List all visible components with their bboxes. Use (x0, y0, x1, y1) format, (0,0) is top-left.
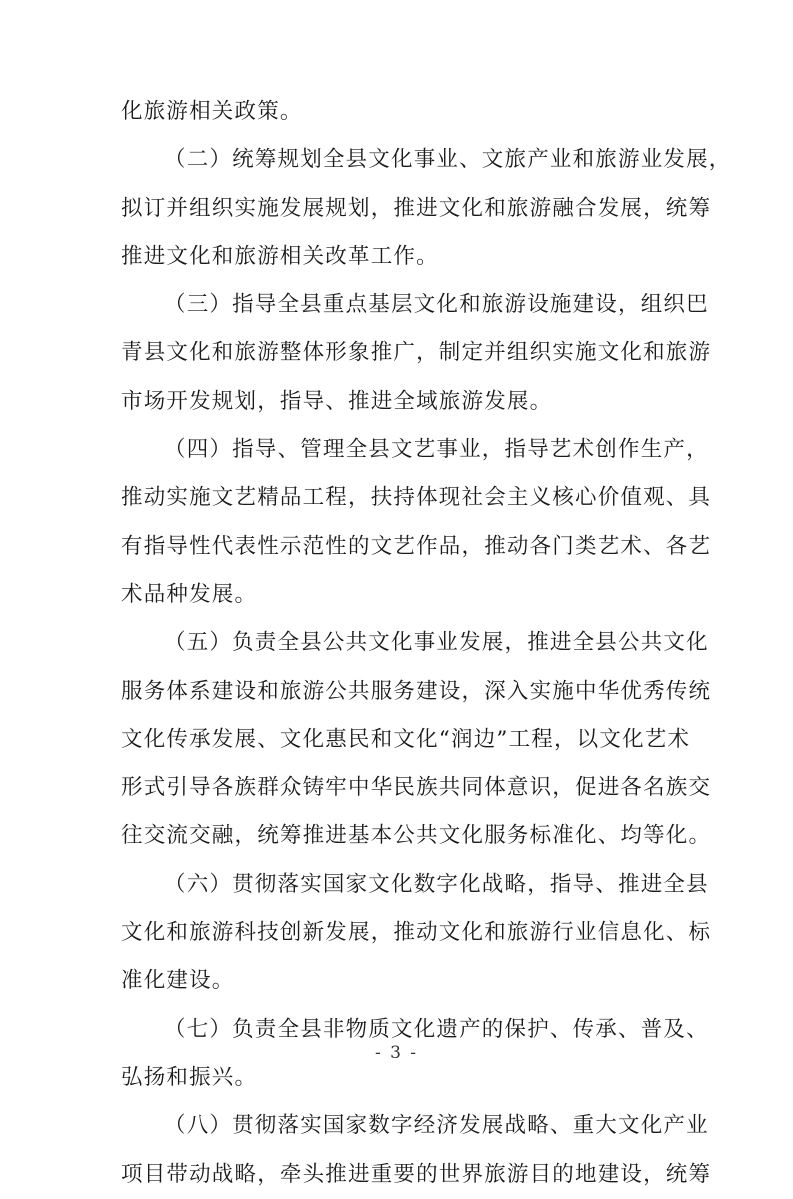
paragraph-8-start: （八）贯彻落实国家数字经济发展战略、重大文化产业 (164, 1113, 709, 1139)
text-line: 往交流交融，统筹推进基本公共文化服务标准化、均等化。 (121, 823, 712, 849)
text-line: 项目带动战略，牵头推进重要的世界旅游目的地建设，统筹 (121, 1161, 712, 1187)
paragraph-7-start: （七）负责全县非物质文化遗产的保护、传承、普及、 (164, 1016, 709, 1042)
text-line: 术品种发展。 (121, 581, 258, 607)
text-line: 服务体系建设和旅游公共服务建设，深入实施中华优秀传统 (121, 678, 712, 704)
text-line: 化旅游相关政策。 (121, 99, 303, 124)
text-line: 文化传承发展、文化惠民和文化“润边”工程，以文化艺术 (121, 726, 691, 752)
text-line: 文化和旅游科技创新发展，推动文化和旅游行业信息化、标 (121, 920, 712, 946)
text-line: 推进文化和旅游相关改革工作。 (121, 243, 439, 269)
paragraph-6-start: （六）贯彻落实国家文化数字化战略，指导、推进全县 (164, 871, 709, 897)
paragraph-5-start: （五）负责全县公共文化事业发展，推进全县公共文化 (164, 630, 709, 656)
text-line: 拟订并组织实施发展规划，推进文化和旅游融合发展，统筹 (121, 195, 712, 221)
paragraph-2-start: （二）统筹规划全县文化事业、文旅产业和旅游业发展， (164, 147, 732, 173)
text-line: 形式引导各族群众铸牢中华民族共同体意识，促进各名族交 (121, 775, 712, 801)
paragraph-3-start: （三）指导全县重点基层文化和旅游设施建设，组织巴 (164, 292, 709, 318)
text-line: 市场开发规划，指导、推进全域旅游发展。 (121, 388, 553, 414)
text-line: 青县文化和旅游整体形象推广，制定并组织实施文化和旅游 (121, 340, 712, 366)
page-number: - 3 - (374, 1043, 419, 1063)
paragraph-4-start: （四）指导、管理全县文艺事业，指导艺术创作生产， (164, 437, 709, 463)
body-text (121, 88, 732, 1199)
text-line: 弘扬和振兴。 (121, 1064, 258, 1090)
text-line: 推动实施文艺精品工程，扶持体现社会主义核心价值观、具 (121, 485, 712, 511)
text-line: 有指导性代表性示范性的文艺作品，推动各门类艺术、各艺 (121, 533, 712, 559)
text-line: 准化建设。 (121, 968, 235, 994)
